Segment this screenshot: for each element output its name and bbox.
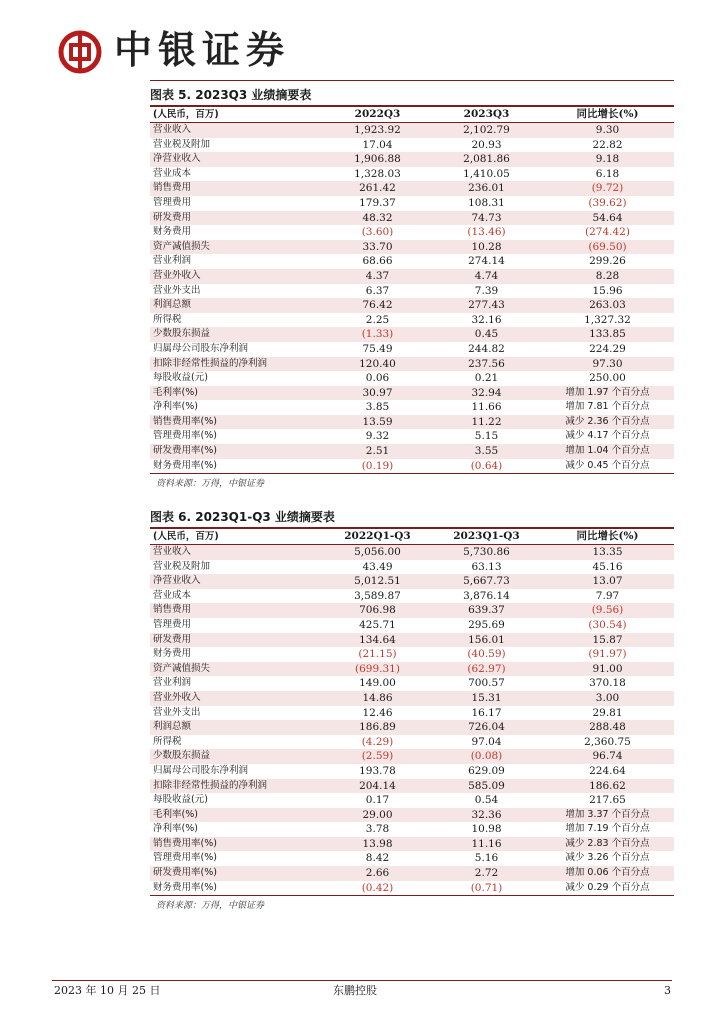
row-label: 研发费用 xyxy=(153,211,192,223)
table-cell: 6.37 xyxy=(365,284,390,297)
table-cell: 91.00 xyxy=(592,662,623,675)
table-cell: 43.49 xyxy=(362,560,393,573)
table-row xyxy=(150,881,674,896)
table-cell: 2.51 xyxy=(365,445,390,458)
table-cell: 33.70 xyxy=(362,240,393,253)
table-cell: 4.37 xyxy=(365,269,390,282)
row-label: 净营业收入 xyxy=(153,575,201,587)
row-label: 销售费用 xyxy=(153,604,192,616)
row-label: 销售费用率(%) xyxy=(153,837,217,849)
table-row xyxy=(150,225,674,240)
table-cell: 3.85 xyxy=(365,401,390,414)
table-cell: 54.64 xyxy=(592,211,623,224)
table-cell: (699.31) xyxy=(355,662,400,675)
table-cell: 15.31 xyxy=(471,691,502,704)
row-label: 归属母公司股东净利润 xyxy=(153,342,249,354)
row-label: 归属母公司股东净利润 xyxy=(153,764,249,776)
table-row xyxy=(150,822,674,837)
table-cell: 156.01 xyxy=(468,633,505,646)
row-label: 研发费用率(%) xyxy=(153,867,217,879)
table-row xyxy=(150,284,674,299)
table-row xyxy=(150,662,674,677)
table-row xyxy=(150,342,674,357)
row-label: 财务费用率(%) xyxy=(153,881,217,893)
table-cell: 0.21 xyxy=(474,372,499,385)
table-cell: 增加 3.37 个百分点 xyxy=(565,808,650,820)
table-row xyxy=(150,240,674,255)
table-row xyxy=(150,181,674,196)
table-bottom-rule xyxy=(150,895,674,896)
table-cell: 63.13 xyxy=(471,560,502,573)
table-cell: (3.60) xyxy=(361,226,394,239)
table-cell: 706.98 xyxy=(359,604,396,617)
table-cell: 17.04 xyxy=(362,138,393,151)
table-cell: (4.29) xyxy=(361,735,394,748)
table-row xyxy=(150,837,674,852)
table-cell: 5,667.73 xyxy=(463,575,510,588)
table-body xyxy=(150,545,674,895)
table-cell: 48.32 xyxy=(362,211,393,224)
table-cell: (30.54) xyxy=(588,618,627,631)
row-label: 营业收入 xyxy=(153,124,192,135)
table-cell: 减少 4.17 个百分点 xyxy=(565,430,650,442)
table-cell: (2.59) xyxy=(361,750,394,763)
table-cell: 5.15 xyxy=(474,430,499,443)
table-cell: 134.64 xyxy=(359,633,396,646)
row-label: 营业税及附加 xyxy=(153,560,211,572)
table-cell: 224.29 xyxy=(589,342,626,355)
table-cell: 193.78 xyxy=(359,764,396,777)
table-cell: (274.42) xyxy=(585,226,630,239)
row-label: 管理费用率(%) xyxy=(153,852,217,864)
table-cell: 186.62 xyxy=(589,779,626,792)
table-cell: 11.16 xyxy=(471,837,502,850)
table-row xyxy=(150,691,674,706)
table-row xyxy=(150,574,674,589)
table-cell: 22.82 xyxy=(592,138,623,151)
row-label: 少数股东损益 xyxy=(153,750,211,762)
table-cell: 274.14 xyxy=(468,255,505,268)
row-label: 净营业收入 xyxy=(153,153,201,165)
row-label: 利润总额 xyxy=(153,721,192,733)
table-cell: 5,730.86 xyxy=(463,546,510,558)
table-row xyxy=(150,269,674,284)
row-label: 销售费用 xyxy=(153,182,192,194)
table-cell: (0.08) xyxy=(470,750,503,763)
table-row xyxy=(150,618,674,633)
table-cell: 10.28 xyxy=(471,240,502,253)
table-cell: (9.72) xyxy=(591,182,624,195)
table-cell: 186.89 xyxy=(359,721,396,734)
row-label: 资产减值损失 xyxy=(153,240,211,252)
page-header xyxy=(0,0,724,84)
table-cell: 10.98 xyxy=(471,823,502,836)
table-cell: 32.36 xyxy=(471,808,502,821)
table-row xyxy=(150,749,674,764)
table-cell: 700.57 xyxy=(468,677,505,690)
table-cell: 13.35 xyxy=(592,546,623,558)
row-label: 扣除非经常性损益的净利润 xyxy=(153,779,268,791)
row-label: 营业外支出 xyxy=(153,706,201,718)
table-cell: 288.48 xyxy=(589,721,626,734)
table-cell: 3,876.14 xyxy=(463,589,510,602)
table-header-row xyxy=(150,529,674,545)
table-cell: (0.71) xyxy=(470,881,503,894)
footer-divider xyxy=(52,980,672,981)
row-label: 财务费用 xyxy=(153,648,192,660)
table-cell: 2.25 xyxy=(365,313,390,326)
table-row xyxy=(150,706,674,721)
table-cell: 3.00 xyxy=(595,691,620,704)
table-cell: 217.65 xyxy=(589,794,626,807)
table-cell: (0.64) xyxy=(470,459,503,472)
table-cell: 108.31 xyxy=(468,196,505,209)
table-cell: 13.98 xyxy=(362,837,393,850)
row-label: 营业外收入 xyxy=(153,269,201,281)
table-cell: 204.14 xyxy=(359,779,396,792)
row-label: 管理费用率(%) xyxy=(153,430,217,442)
table-cell: 减少 0.29 个百分点 xyxy=(565,881,650,893)
table-cell: 减少 0.45 个百分点 xyxy=(565,459,650,471)
table-row xyxy=(150,808,674,823)
column-header: 2023Q3 xyxy=(463,108,510,120)
column-header: 同比增长(%) xyxy=(576,530,639,542)
table-row xyxy=(150,444,674,459)
table-cell: 244.82 xyxy=(468,342,505,355)
table-cell: 2,360.75 xyxy=(584,735,631,748)
bank-of-china-logo-icon xyxy=(58,30,102,74)
table-cell: 8.42 xyxy=(365,852,390,865)
table-cell: 74.73 xyxy=(471,211,502,224)
table-row xyxy=(150,545,674,560)
table-cell: 0.45 xyxy=(474,328,499,341)
table-cell: 5,056.00 xyxy=(354,546,401,558)
row-label: 营业外支出 xyxy=(153,284,201,296)
table-cell: 2.72 xyxy=(474,867,499,880)
table-cell: 14.86 xyxy=(362,691,393,704)
table-cell: 0.06 xyxy=(365,372,390,385)
table-row xyxy=(150,386,674,401)
report-date: 2023 年 10 月 25 日 xyxy=(54,984,161,997)
row-label: 利润总额 xyxy=(153,299,192,311)
table-cell: 639.37 xyxy=(468,604,505,617)
table-cell: 9.30 xyxy=(595,124,620,136)
table-cell: (40.59) xyxy=(467,648,506,661)
table-cell: 5.16 xyxy=(474,852,499,865)
table-cell: 3.55 xyxy=(474,445,499,458)
table-cell: 增加 7.81 个百分点 xyxy=(565,401,650,413)
table-row xyxy=(150,735,674,750)
table-row xyxy=(150,779,674,794)
table-cell: 4.74 xyxy=(474,269,499,282)
table-cell: 20.93 xyxy=(471,138,502,151)
table-cell: 1,923.92 xyxy=(354,124,401,136)
table-cell: 370.18 xyxy=(589,677,626,690)
row-label: 每股收益(元) xyxy=(153,794,208,806)
table-title: 图表 5. 2023Q3 业绩摘要表 xyxy=(150,88,312,102)
table-cell: 75.49 xyxy=(362,342,393,355)
table-cell: 6.18 xyxy=(595,167,620,180)
table-cell: 1,410.05 xyxy=(463,167,510,180)
row-label: 毛利率(%) xyxy=(153,386,198,398)
table-cell: 7.39 xyxy=(474,284,499,297)
table-row xyxy=(150,764,674,779)
table-cell: 7.97 xyxy=(595,589,620,602)
row-label: 销售费用率(%) xyxy=(153,415,217,427)
row-label: 少数股东损益 xyxy=(153,328,211,340)
table-cell: 13.07 xyxy=(592,575,623,588)
row-label: 扣除非经常性损益的净利润 xyxy=(153,357,268,369)
table-cell: 0.54 xyxy=(474,794,499,807)
table-cell: 9.18 xyxy=(595,153,620,166)
table-cell: 32.94 xyxy=(471,386,502,399)
row-label: 营业成本 xyxy=(153,167,192,179)
table-row xyxy=(150,647,674,662)
table-row xyxy=(150,851,674,866)
table-row xyxy=(150,254,674,269)
row-label: 营业成本 xyxy=(153,589,192,601)
table-cell: 261.42 xyxy=(359,182,396,195)
row-label: 财务费用率(%) xyxy=(153,459,217,471)
table-cell: 236.01 xyxy=(468,182,505,195)
table-cell: 增加 0.06 个百分点 xyxy=(565,867,650,879)
table-bottom-rule xyxy=(150,473,674,474)
row-label: 净利率(%) xyxy=(153,823,198,835)
table-cell: 295.69 xyxy=(468,618,505,631)
table-row xyxy=(150,357,674,372)
table-cell: 179.37 xyxy=(359,196,396,209)
table-cell: 629.09 xyxy=(468,764,505,777)
row-label: 研发费用 xyxy=(153,633,192,645)
header-divider xyxy=(150,80,674,81)
table-cell: 45.16 xyxy=(592,560,623,573)
row-label: 毛利率(%) xyxy=(153,808,198,820)
table-cell: 32.16 xyxy=(471,313,502,326)
table-row xyxy=(150,211,674,226)
table-cell: 585.09 xyxy=(468,779,505,792)
table-cell: 15.87 xyxy=(592,633,623,646)
row-label: 净利率(%) xyxy=(153,401,198,413)
table-cell: 1,906.88 xyxy=(354,153,401,166)
table-cell: 299.26 xyxy=(589,255,626,268)
table-row xyxy=(150,603,674,618)
table-cell: 277.43 xyxy=(468,299,505,312)
table-cell: 3,589.87 xyxy=(354,589,401,602)
table-cell: 726.04 xyxy=(468,721,505,734)
table-row xyxy=(150,560,674,575)
table-cell: 425.71 xyxy=(359,618,396,631)
table-cell: 2,102.79 xyxy=(463,124,510,136)
table-cell: 68.66 xyxy=(362,255,393,268)
column-header: 2023Q1-Q3 xyxy=(453,530,520,542)
table-row xyxy=(150,152,674,167)
table-cell: (1.33) xyxy=(361,328,394,341)
table-row xyxy=(150,459,674,474)
table-cell: 237.56 xyxy=(468,357,505,370)
row-label: 营业外收入 xyxy=(153,691,201,703)
table-row xyxy=(150,415,674,430)
table-cell: 97.30 xyxy=(592,357,623,370)
table-row xyxy=(150,429,674,444)
column-header: 2022Q1-Q3 xyxy=(344,530,411,542)
table-cell: (39.62) xyxy=(588,196,627,209)
row-label: 管理费用 xyxy=(153,196,192,208)
table-cell: 2.66 xyxy=(365,867,390,880)
table-cell: 29.81 xyxy=(592,706,623,719)
brand-name: 中银证券 xyxy=(114,28,291,72)
row-label: 财务费用 xyxy=(153,226,192,238)
table-title: 图表 6. 2023Q1-Q3 业绩摘要表 xyxy=(150,510,335,524)
row-label: 管理费用 xyxy=(153,618,192,630)
row-label: 营业收入 xyxy=(153,546,192,557)
table-cell: 1,328.03 xyxy=(354,167,401,180)
table-cell: 5,012.51 xyxy=(354,575,401,588)
table-cell: 224.64 xyxy=(589,764,626,777)
table-cell: 120.40 xyxy=(359,357,396,370)
table-row xyxy=(150,196,674,211)
table-row xyxy=(150,123,674,138)
table-cell: 11.22 xyxy=(471,415,502,428)
table-cell: 250.00 xyxy=(589,372,626,385)
table-row xyxy=(150,400,674,415)
table-cell: 30.97 xyxy=(362,386,393,399)
table-cell: 133.85 xyxy=(589,328,626,341)
column-header: (人民币，百万) xyxy=(153,109,219,120)
table-cell: 3.78 xyxy=(365,823,390,836)
table-row xyxy=(150,633,674,648)
table-cell: (21.15) xyxy=(358,648,397,661)
column-header: 同比增长(%) xyxy=(576,108,639,120)
table-cell: 减少 2.36 个百分点 xyxy=(565,415,650,427)
table-cell: 1,327.32 xyxy=(584,313,631,326)
table-header-row xyxy=(150,107,674,123)
table-row xyxy=(150,167,674,182)
table-row xyxy=(150,720,674,735)
table-row xyxy=(150,138,674,153)
table-cell: 11.66 xyxy=(471,401,502,414)
table-cell: 减少 2.83 个百分点 xyxy=(565,837,650,849)
table-2023q3-summary xyxy=(150,86,674,491)
table-cell: (9.56) xyxy=(591,604,624,617)
table-body xyxy=(150,123,674,473)
row-label: 所得税 xyxy=(153,735,182,747)
table-row xyxy=(150,327,674,342)
row-label: 资产减值损失 xyxy=(153,662,211,674)
table-cell: 0.17 xyxy=(365,794,390,807)
table-cell: 29.00 xyxy=(362,808,393,821)
table-cell: 12.46 xyxy=(362,706,393,719)
row-label: 研发费用率(%) xyxy=(153,445,217,457)
table-cell: (69.50) xyxy=(588,240,627,253)
row-label: 每股收益(元) xyxy=(153,372,208,384)
table-cell: 16.17 xyxy=(471,706,502,719)
table-row xyxy=(150,676,674,691)
table-cell: 97.04 xyxy=(471,735,502,748)
table-cell: 96.74 xyxy=(592,750,623,763)
table-cell: 2,081.86 xyxy=(463,153,510,166)
row-label: 所得税 xyxy=(153,313,182,325)
table-cell: 149.00 xyxy=(359,677,396,690)
table-cell: 13.59 xyxy=(362,415,393,428)
table-row xyxy=(150,371,674,386)
table-cell: 76.42 xyxy=(362,299,393,312)
table-row xyxy=(150,298,674,313)
table-cell: 8.28 xyxy=(595,269,620,282)
table-row xyxy=(150,793,674,808)
table-cell: (91.97) xyxy=(588,648,627,661)
table-row xyxy=(150,313,674,328)
table-source-note: 资料来源：万得，中银证券 xyxy=(156,901,265,912)
table-cell: 增加 7.19 个百分点 xyxy=(565,823,650,835)
page-number: 3 xyxy=(664,984,671,997)
table-cell: (0.42) xyxy=(361,881,394,894)
table-row xyxy=(150,866,674,881)
table-cell: (62.97) xyxy=(467,662,506,675)
table-cell: 减少 3.26 个百分点 xyxy=(565,852,650,864)
table-cell: 263.03 xyxy=(589,299,626,312)
table-cell: (0.19) xyxy=(361,459,394,472)
company-name: 东鹏控股 xyxy=(333,984,377,997)
column-header: (人民币，百万) xyxy=(153,531,219,542)
table-cell: 增加 1.97 个百分点 xyxy=(565,386,650,398)
row-label: 营业利润 xyxy=(153,255,192,267)
table-cell: 15.96 xyxy=(592,284,623,297)
table-cell: 增加 1.04 个百分点 xyxy=(565,445,650,457)
table-source-note: 资料来源：万得，中银证券 xyxy=(156,479,265,490)
table-cell: (13.46) xyxy=(467,226,506,239)
row-label: 营业利润 xyxy=(153,677,192,689)
table-cell: 9.32 xyxy=(365,430,390,443)
column-header: 2022Q3 xyxy=(354,108,401,120)
table-2023q1-q3-summary xyxy=(150,508,674,913)
row-label: 营业税及附加 xyxy=(153,138,211,150)
table-row xyxy=(150,589,674,604)
